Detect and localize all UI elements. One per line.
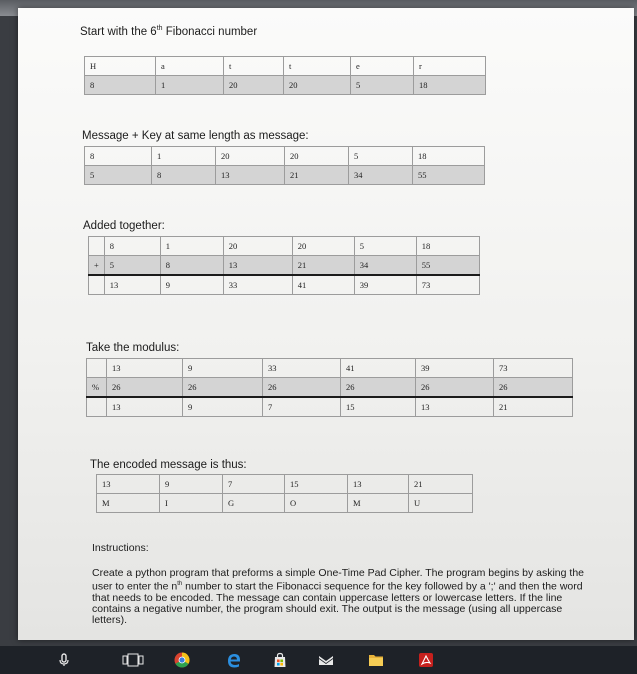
table-cell: 20 xyxy=(224,76,284,95)
table-cell: M xyxy=(97,494,160,513)
store-icon[interactable] xyxy=(272,652,288,668)
table-cell: 39 xyxy=(416,359,494,378)
table-cell: 73 xyxy=(494,359,573,378)
section-label-message-key: Message + Key at same length as message: xyxy=(82,130,309,142)
table-cell: I xyxy=(160,494,223,513)
table-cell: 26 xyxy=(341,378,416,398)
table-cell: r xyxy=(414,57,486,76)
taskbar xyxy=(0,646,637,674)
table-cell: 13 xyxy=(97,475,160,494)
table-cell: 20 xyxy=(284,76,351,95)
table-cell: 9 xyxy=(183,397,263,417)
table-cell: 34 xyxy=(354,256,416,276)
table-cell: 5 xyxy=(104,256,160,276)
table-cell: 21 xyxy=(494,397,573,417)
table-cell: 5 xyxy=(349,147,413,166)
table-cell: 20 xyxy=(223,237,292,256)
table-cell: 9 xyxy=(160,275,223,295)
table-cell: 55 xyxy=(416,256,479,276)
table-cell: 13 xyxy=(107,397,183,417)
document-page xyxy=(18,8,634,640)
table-hatter xyxy=(84,56,486,95)
instructions-body: Create a python program that preforms a simple One-Time Pad Cipher. The program begins by asking the user to enter the $n^{th}$ number to start the Fibonacci sequence for the key followed by a ';' and then the word that needs to be encoded. The message can contain uppercase letters or lowercase letters. If the line contains a negative number, the program should exit. The output is the message (using all uppercase letters). xyxy=(92,567,584,627)
table-cell: 8 xyxy=(104,237,160,256)
table-cell: 33 xyxy=(263,359,341,378)
table-cell: 33 xyxy=(223,275,292,295)
page-title: Start with the 6th Fibonacci number xyxy=(80,25,258,38)
table-cell: 8 xyxy=(160,256,223,276)
table-cell: a xyxy=(156,57,224,76)
section-label-added: Added together: xyxy=(83,220,165,232)
pdf-icon[interactable] xyxy=(418,652,434,668)
operator-plus: + xyxy=(89,256,105,276)
table-message-key xyxy=(84,146,485,185)
table-cell: 15 xyxy=(285,475,348,494)
table-cell: 39 xyxy=(354,275,416,295)
table-cell: 55 xyxy=(413,166,485,185)
folder-icon[interactable] xyxy=(368,652,384,668)
section-label-encoded: The encoded message is thus: xyxy=(90,459,247,471)
table-cell: 13 xyxy=(348,475,409,494)
table-cell: 9 xyxy=(160,475,223,494)
table-cell: 13 xyxy=(223,256,292,276)
section-label-modulus: Take the modulus: xyxy=(86,342,180,354)
table-cell: 26 xyxy=(183,378,263,398)
table-cell: 41 xyxy=(292,275,354,295)
table-encoded xyxy=(96,474,473,513)
table-cell: M xyxy=(348,494,409,513)
table-cell: 5 xyxy=(354,237,416,256)
table-cell: 7 xyxy=(223,475,285,494)
mail-icon[interactable] xyxy=(318,652,334,668)
table-cell: 13 xyxy=(107,359,183,378)
table-cell: 18 xyxy=(413,147,485,166)
table-cell: 8 xyxy=(152,166,216,185)
operator-modulus: % xyxy=(87,378,107,398)
table-cell: U xyxy=(409,494,473,513)
table-cell: 1 xyxy=(160,237,223,256)
table-cell: 13 xyxy=(104,275,160,295)
table-cell: 26 xyxy=(263,378,341,398)
table-cell: 5 xyxy=(85,166,152,185)
table-cell: 7 xyxy=(263,397,341,417)
table-cell: 18 xyxy=(414,76,486,95)
table-cell: 20 xyxy=(285,147,349,166)
table-cell: H xyxy=(85,57,156,76)
instructions-title: Instructions: xyxy=(92,542,149,554)
table-cell: 20 xyxy=(216,147,285,166)
table-added-together xyxy=(88,236,480,295)
table-cell: 26 xyxy=(494,378,573,398)
table-cell: 1 xyxy=(156,76,224,95)
table-cell: 41 xyxy=(341,359,416,378)
table-cell: e xyxy=(351,57,414,76)
table-cell: O xyxy=(285,494,348,513)
table-cell: 26 xyxy=(416,378,494,398)
table-cell: 9 xyxy=(183,359,263,378)
task-view-icon[interactable] xyxy=(122,652,144,668)
table-cell: 5 xyxy=(351,76,414,95)
table-cell: 21 xyxy=(409,475,473,494)
table-cell: 34 xyxy=(349,166,413,185)
table-cell: 8 xyxy=(85,147,152,166)
table-modulus xyxy=(86,358,573,417)
chrome-icon[interactable] xyxy=(174,652,190,668)
table-cell: 13 xyxy=(216,166,285,185)
edge-icon[interactable] xyxy=(226,652,242,668)
table-cell: 21 xyxy=(292,256,354,276)
table-cell: 20 xyxy=(292,237,354,256)
table-cell: t xyxy=(284,57,351,76)
table-cell: G xyxy=(223,494,285,513)
table-cell: 8 xyxy=(85,76,156,95)
table-cell: 26 xyxy=(107,378,183,398)
table-cell: 15 xyxy=(341,397,416,417)
table-cell: 1 xyxy=(152,147,216,166)
table-cell: 18 xyxy=(416,237,479,256)
table-cell: 21 xyxy=(285,166,349,185)
table-cell: 13 xyxy=(416,397,494,417)
microphone-icon[interactable] xyxy=(56,652,72,668)
table-cell: 73 xyxy=(416,275,479,295)
table-cell: t xyxy=(224,57,284,76)
